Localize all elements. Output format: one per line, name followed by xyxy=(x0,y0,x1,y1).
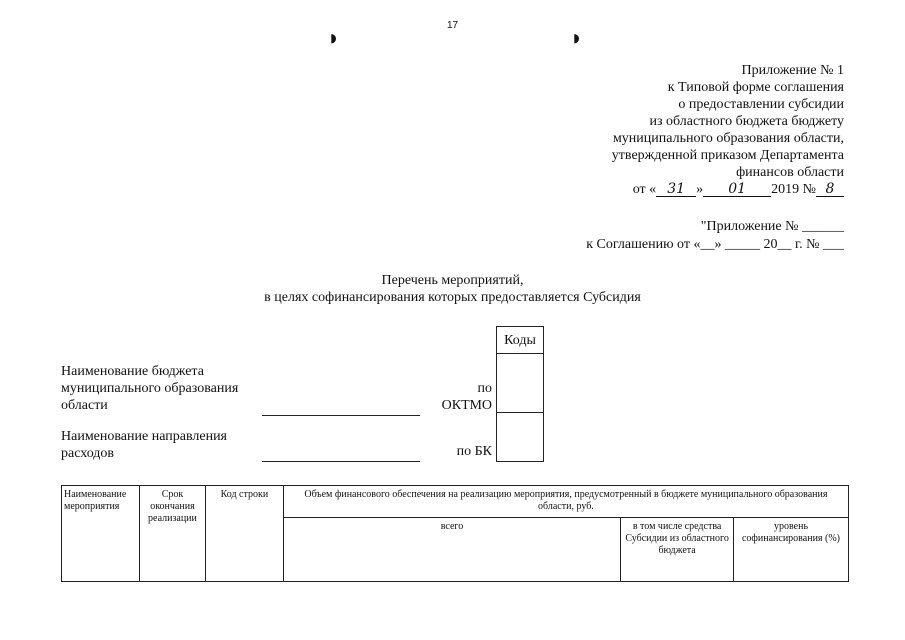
header-line: утвержденной приказом Департамента xyxy=(611,148,844,163)
header-row-code: Код строки xyxy=(205,486,283,582)
header-event: Наименование мероприятия xyxy=(62,486,140,582)
scan-mark-left: ◗ xyxy=(327,25,341,50)
header-line: финансов области xyxy=(736,165,844,180)
document-title xyxy=(0,272,905,306)
label-line: расходов xyxy=(61,446,115,461)
title-line: Перечень мероприятий, xyxy=(381,273,524,288)
codes-header: Коды xyxy=(497,327,543,354)
subheader-total: всего xyxy=(283,518,620,582)
date-year: 2019 № xyxy=(771,182,816,197)
order-number-handwritten: 8 xyxy=(816,182,844,197)
header-line: из областного бюджета бюджету xyxy=(649,114,844,129)
subheader-cofinancing-level: уровень софинансирования (%) xyxy=(734,518,849,582)
budget-name-field[interactable] xyxy=(262,415,420,416)
date-prefix: от « xyxy=(632,182,657,197)
header-financing-volume: Объем финансового обеспечения на реализацию мероприятия, предусмотренный в бюджете муниципального образования области, руб. xyxy=(283,486,848,518)
label-line: Наименование бюджета xyxy=(61,364,204,379)
bk-code-cell xyxy=(497,413,543,461)
page-number: 17 xyxy=(446,20,459,31)
header-deadline: Срок окончания реализации xyxy=(139,486,205,582)
label-line: Наименование направления xyxy=(61,429,227,444)
title-line: в целях софинансирования которых предоставляется Субсидия xyxy=(264,290,641,305)
appendix-line: "Приложение № ______ xyxy=(700,219,844,234)
header-line: к Типовой форме соглашения xyxy=(667,80,844,95)
header-line: Приложение № 1 xyxy=(741,63,844,78)
label-line: по xyxy=(477,381,492,396)
direction-label xyxy=(61,428,227,462)
approval-header xyxy=(514,62,844,198)
header-line: муниципального образования области, xyxy=(612,131,844,146)
subheader-subsidy: в том числе средства Субсидии из областного бюджета xyxy=(621,518,734,582)
label-line: области xyxy=(61,398,108,413)
approval-date-line xyxy=(514,181,844,198)
label-line: муниципального образования xyxy=(61,381,239,396)
scan-mark-right: ◗ xyxy=(570,25,584,50)
date-day-handwritten: 31 xyxy=(656,182,696,197)
codes-box xyxy=(496,326,544,462)
events-table xyxy=(61,485,849,582)
label-line: ОКТМО xyxy=(441,398,492,413)
date-month-handwritten: 01 xyxy=(703,182,771,197)
date-mid: » xyxy=(696,182,704,197)
budget-name-label xyxy=(61,363,238,414)
header-line: о предоставлении субсидии xyxy=(678,97,844,112)
direction-field[interactable] xyxy=(262,461,420,462)
appendix-agreement-line: к Соглашению от «__» _____ 20__ г. № ___ xyxy=(586,237,844,252)
oktmo-code-cell xyxy=(497,354,543,413)
agreement-appendix xyxy=(514,218,844,254)
bk-label: по БК xyxy=(456,444,492,459)
oktmo-label xyxy=(430,380,492,414)
